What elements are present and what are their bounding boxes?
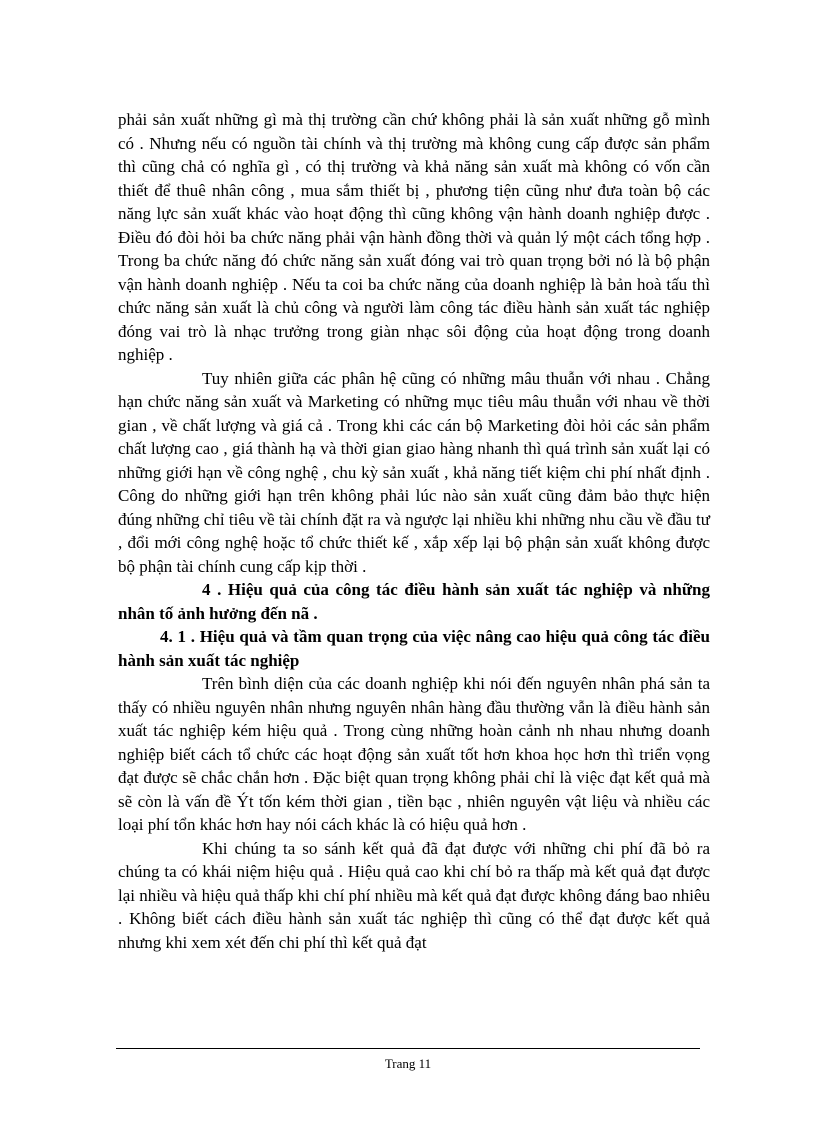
page-body xyxy=(118,108,710,954)
paragraph-1: phải sản xuất những gì mà thị trường cần chứ không phải là sản xuất những gỗ mình có . Nhưng nếu có nguồn tài chính và thị trường mà không cung cấp được sản phẩm thì cũng chả có nghĩa gì , có thị trường và khả năng sản xuất mà không có vốn cần thiết để thuê nhân công , mua sắm thiết bị , phương tiện cũng như đưa toàn bộ các năng lực sản xuất khác vào hoạt động thì cũng không vận hành doanh nghiệp được . Điều đó đòi hỏi ba chức năng phải vận hành đồng thời và quản lý một cách tổng hợp . Trong ba chức năng đó chức năng sản xuất đóng vai trò quan trọng bởi nó là bộ phận vận hành doanh nghiệp . Nếu ta coi ba chức năng của doanh nghiệp là bản hoà tấu thì chức năng sản xuất là chủ công và người làm công tác điều hành sản xuất tác nghiệp đóng vai trò là nhạc trưởng trong giàn nhạc sôi động của hoạt động trong doanh nghiệp . xyxy=(118,110,710,364)
subsection-heading-4-1: 4. 1 . Hiệu quả và tầm quan trọng của việc nâng cao hiệu quả công tác điều hành sản xuất tác nghiệp xyxy=(118,627,710,670)
footer-divider xyxy=(116,1048,700,1049)
paragraph-3: Trên bình diện của các doanh nghiệp khi nói đến nguyên nhân phá sản ta thấy có nhiều nguyên nhân nhưng nguyên nhân hàng đầu thường vẫn là điều hành sản xuất tác nghiệp kém hiệu quả . Trong cùng những hoàn cảnh nh nhau nhưng doanh nghiệp biết cách tổ chức các hoạt động sản xuất tốt hơn khoa học hơn thì triển vọng đạt được sẽ chắc chắn hơn . Đặc biệt quan trọng không phải chỉ là việc đạt kết quả mà sẽ còn là vấn đề Ýt tốn kém thời gian , tiền bạc , nhiên nguyên vật liệu và nhiều các loại phí tổn khác hơn hay nói cách khác là có hiệu quả hơn . xyxy=(118,674,710,834)
section-heading-4: 4 . Hiệu quả của công tác điều hành sản xuất tác nghiệp và những nhân tố ảnh hưởng đến nã . xyxy=(118,580,710,623)
page-number: Trang 11 xyxy=(384,1056,432,1071)
paragraph-2: Tuy nhiên giữa các phân hệ cũng có những mâu thuẫn với nhau . Chẳng hạn chức năng sản xuất và Marketing có những mục tiêu mâu thuẫn với nhau về thời gian , về chất lượng và giá cả . Trong khi các cán bộ Marketing đòi hỏi các sản phẩm chất lượng cao , giá thành hạ và thời gian giao hàng nhanh thì quá trình sản xuất lại có những giới hạn về công nghệ , chu kỳ sản xuất , khả năng tiết kiệm chi phí nhất định . Công do những giới hạn trên không phải lúc nào sản xuất cũng đảm bảo thực hiện đúng những chỉ tiêu về tài chính đặt ra và ngược lại nhiều khi những nhu cầu về đầu tư , đổi mới công nghệ hoặc tổ chức thiết kế , xắp xếp lại bộ phận sản xuất không được bộ phận tài chính cung cấp kịp thời . xyxy=(118,368,710,576)
paragraph-4: Khi chúng ta so sánh kết quả đã đạt được với những chi phí đã bỏ ra chúng ta có khái niệm hiệu quả . Hiệu quả cao khi chí bỏ ra thấp mà kết quả đạt được lại nhiều và hiệu quả thấp khi chí phí nhiều mà kết quả đạt được không đáng bao nhiêu . Không biết cách điều hành sản xuất tác nghiệp thì cũng có thể đạt được kết quả nhưng khi xem xét đến chi phí thì kết quả đạt xyxy=(118,838,710,952)
